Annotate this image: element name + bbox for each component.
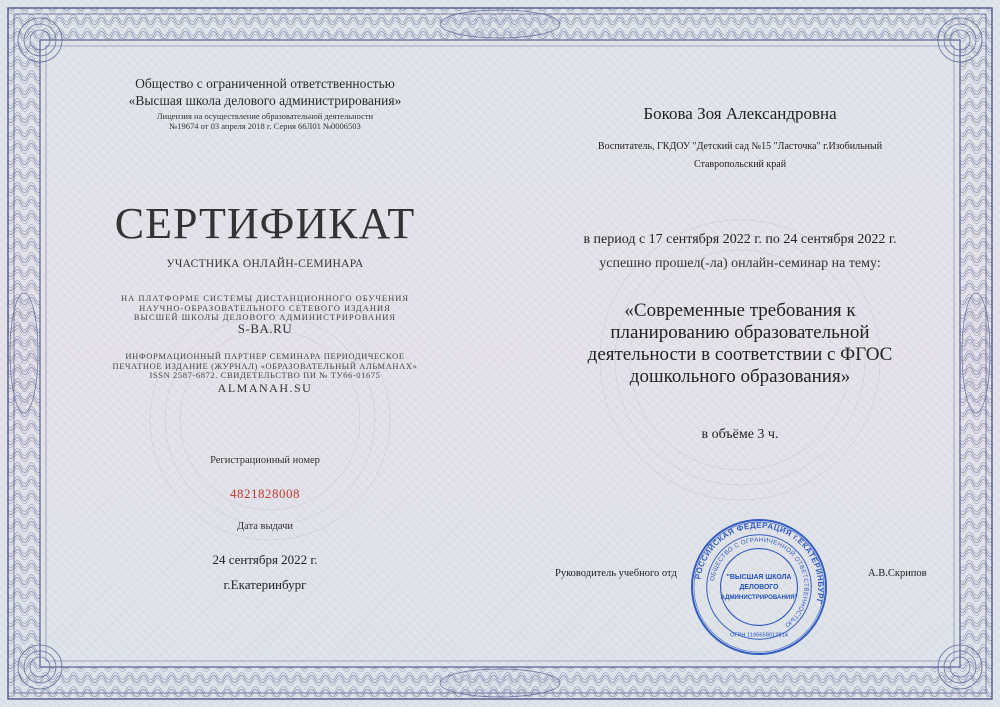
license-line1: Лицензия на осуществление образовательной деятельности (156, 111, 374, 121)
partner-line3: ISSN 2587-6872. СВИДЕТЕЛЬСТВО ПИ № ТУ66-01675 (149, 370, 381, 380)
partner-line2: ПЕЧАТНОЕ ИЗДАНИЕ (ЖУРНАЛ) «ОБРАЗОВАТЕЛЬНЫЙ АЛЬМАНАХ» (112, 360, 418, 371)
issue-date-label: Дата выдачи (236, 521, 294, 532)
recipient-job-line1: Воспитатель, ГКДОУ "Детский сад №15 "Ласточка" г.Изобильный (597, 141, 883, 152)
stamp-center-line1: "ВЫСШАЯ ШКОЛА (726, 574, 792, 582)
certificate-title: СЕРТИФИКАТ (114, 199, 416, 248)
seminar-topic (560, 300, 920, 388)
issue-city: г.Екатеринбург (223, 577, 307, 592)
license-info (80, 111, 450, 131)
stamp-center-line2: ДЕЛОВОГО (739, 583, 779, 591)
stamp-center-line3: АДМИНИСТРИРОВАНИЯ" (720, 593, 798, 601)
seminar-passed-text: успешно прошел(-ла) онлайн-семинар на тему: (599, 256, 881, 271)
svg-text:ОБЩЕСТВО С ОГРАНИЧЕННОЙ ОТВЕТС (709, 537, 809, 629)
platform-line1: НА ПЛАТФОРМЕ СИСТЕМЫ ДИСТАНЦИОННОГО ОБУЧЕНИЯ (120, 293, 410, 303)
stamp-inner-text: ОБЩЕСТВО С ОГРАНИЧЕННОЙ ОТВЕТСТВЕННОСТЬЮ (709, 536, 810, 629)
platform-line3: ВЫСШЕЙ ШКОЛЫ ДЕЛОВОГО АДМИНИСТРИРОВАНИЯ (133, 312, 397, 322)
recipient-job (560, 138, 920, 174)
stamp-ogrn: ОГРН 1196658012814 (730, 632, 788, 639)
signatory-name: А.В.Скрипов (868, 568, 927, 579)
organization-line2: «Высшая школа делового администрирования» (128, 93, 402, 108)
seminar-topic-line2: планированию образовательной (610, 322, 870, 343)
partner-info (60, 352, 470, 381)
organization-name (80, 75, 450, 109)
partner-site: ALMANAH.SU (217, 381, 313, 395)
signatory-position: Руководитель учебного отд (555, 568, 677, 579)
platform-line2: НАУЧНО-ОБРАЗОВАТЕЛЬНОГО СЕТЕВОГО ИЗДАНИЯ (139, 302, 391, 313)
partner-line1: ИНФОРМАЦИОННЫЙ ПАРТНЕР СЕМИНАРА ПЕРИОДИЧЕСКОЕ (125, 351, 405, 361)
registration-number: 4821828008 (230, 486, 300, 501)
seminar-topic-line4: дошкольного образования» (629, 366, 851, 387)
platform-site: S-BA.RU (237, 321, 293, 336)
seminar-topic-line3: деятельности в соответствии с ФГОС (587, 344, 893, 365)
issue-date: 24 сентября 2022 г. (212, 552, 318, 567)
license-line2: №19674 от 03 апреля 2018 г. Серия 66Л01 №0006503 (169, 121, 361, 131)
seminar-topic-line1: «Современные требования к (624, 300, 856, 321)
organization-line1: Общество с ограниченной ответственностью (135, 76, 395, 91)
recipient-job-line2: Ставропольский край (693, 159, 787, 170)
seminar-volume: в объёме 3 ч. (701, 427, 779, 442)
seminar-period: в период с 17 сентября 2022 г. по 24 сентября 2022 г. (583, 232, 897, 247)
registration-label: Регистрационный номер (210, 455, 320, 466)
certificate-subtitle: УЧАСТНИКА ОНЛАЙН-СЕМИНАРА (166, 258, 364, 270)
stamp-outer-text: РОССИЙСКАЯ ФЕДЕРАЦИЯ г.ЕКАТЕРИНБУРГ (693, 520, 826, 605)
platform-info (60, 294, 470, 323)
official-stamp (690, 518, 828, 656)
recipient-name: Бокова Зоя Александровна (643, 104, 837, 123)
